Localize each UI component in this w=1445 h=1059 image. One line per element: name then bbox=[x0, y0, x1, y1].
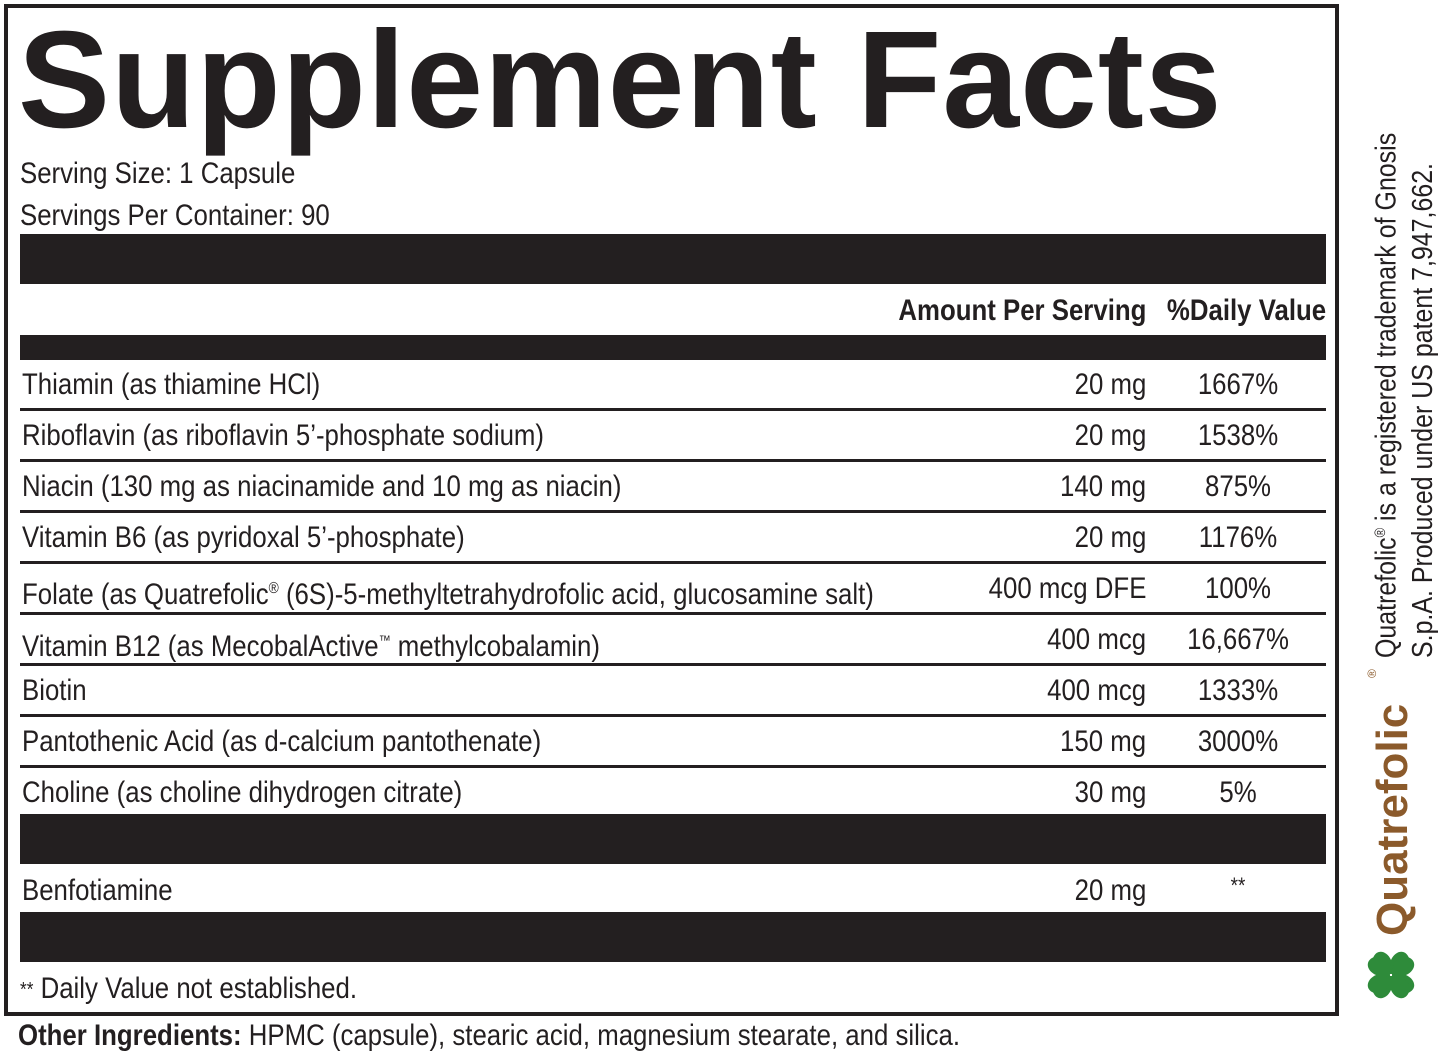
nutrient-daily-value: 875% bbox=[1205, 470, 1271, 503]
other-nutrient-row bbox=[20, 866, 1326, 917]
servings-per-container: Servings Per Container: 90 bbox=[20, 199, 330, 232]
nutrient-name: Choline (as choline dihydrogen citrate) bbox=[22, 776, 463, 809]
trademark-notice-part: Quatrefolic bbox=[1370, 537, 1403, 658]
nutrient-name-part: methylcobalamin) bbox=[390, 630, 600, 663]
nutrient-name: Benfotiamine bbox=[22, 874, 173, 907]
nutrient-row bbox=[20, 462, 1326, 513]
nutrient-amount: 400 mcg bbox=[1047, 623, 1146, 656]
nutrient-amount: 20 mg bbox=[1074, 874, 1146, 907]
nutrient-daily-value: 1667% bbox=[1197, 368, 1279, 401]
trademark-notice-line-1 bbox=[1363, 133, 1405, 658]
nutrient-amount: 20 mg bbox=[1074, 419, 1146, 452]
nutrient-daily-value: ** bbox=[1230, 873, 1246, 898]
footnote-marker: ** bbox=[20, 979, 34, 1002]
thick-divider-middle bbox=[20, 814, 1326, 864]
other-ingredients bbox=[18, 1016, 960, 1056]
thick-divider-bottom bbox=[20, 912, 1326, 962]
nutrient-daily-value: 1333% bbox=[1197, 674, 1279, 707]
header-daily-value: %Daily Value bbox=[1166, 294, 1326, 327]
nutrient-name-part: (6S)-5-methyltetrahydrofolic acid, glucosamine salt) bbox=[278, 578, 874, 611]
trademark-mark: ™ bbox=[378, 632, 391, 648]
trademark-registered-mark: ® bbox=[1372, 527, 1389, 538]
nutrient-daily-value: 1176% bbox=[1198, 521, 1278, 554]
nutrient-daily-value: 3000% bbox=[1197, 725, 1279, 758]
nutrient-name: Thiamin (as thiamine HCl) bbox=[22, 368, 321, 401]
nutrient-amount: 20 mg bbox=[1074, 368, 1146, 401]
nutrient-name-part: Folate (as Quatrefolic bbox=[22, 578, 269, 611]
header-divider bbox=[20, 335, 1326, 360]
nutrient-row bbox=[20, 513, 1326, 564]
nutrient-daily-value: 1538% bbox=[1197, 419, 1279, 452]
nutrient-name: Vitamin B6 (as pyridoxal 5’-phosphate) bbox=[22, 521, 465, 554]
nutrient-row bbox=[20, 666, 1326, 717]
quatrefolic-side-panel bbox=[1361, 68, 1445, 1008]
nutrient-name: Pantothenic Acid (as d-calcium pantothenate) bbox=[22, 725, 542, 758]
nutrient-name: Niacin (130 mg as niacinamide and 10 mg as niacin) bbox=[22, 470, 622, 503]
nutrient-row bbox=[20, 564, 1326, 615]
other-ingredients-text: HPMC (capsule), stearic acid, magnesium stearate, and silica. bbox=[248, 1019, 961, 1052]
nutrient-name: Biotin bbox=[22, 674, 87, 707]
nutrient-daily-value: 16,667% bbox=[1187, 623, 1289, 656]
nutrient-row bbox=[20, 717, 1326, 768]
nutrient-name: Riboflavin (as riboflavin 5’-phosphate sodium) bbox=[22, 419, 545, 452]
nutrient-amount: 400 mcg DFE bbox=[988, 572, 1146, 605]
supplement-facts-panel bbox=[4, 4, 1339, 1016]
other-ingredients-label: Other Ingredients: bbox=[18, 1019, 242, 1052]
footnote bbox=[20, 969, 357, 1010]
quatrefolic-logo-text: Quatrefolic bbox=[1368, 703, 1417, 936]
thick-divider-top bbox=[20, 234, 1326, 284]
nutrient-amount: 20 mg bbox=[1074, 521, 1146, 554]
nutrient-amount: 140 mg bbox=[1059, 470, 1146, 503]
nutrient-row bbox=[20, 768, 1326, 819]
panel-title: Supplement Facts bbox=[18, 3, 1223, 157]
trademark-notice-part: is a registered trademark of Gnosis bbox=[1370, 132, 1403, 528]
logo-registered-mark: ® bbox=[1365, 669, 1379, 678]
registered-mark: ® bbox=[268, 580, 279, 597]
nutrient-amount: 30 mg bbox=[1074, 776, 1146, 809]
nutrient-daily-value: 100% bbox=[1205, 572, 1271, 605]
serving-size: Serving Size: 1 Capsule bbox=[20, 157, 296, 190]
four-leaf-clover-icon bbox=[1356, 940, 1426, 1010]
footnote-text: Daily Value not established. bbox=[40, 972, 358, 1005]
header-amount-per-serving: Amount Per Serving bbox=[897, 294, 1146, 327]
nutrient-row bbox=[20, 411, 1326, 462]
nutrient-row bbox=[20, 360, 1326, 411]
nutrient-row bbox=[20, 615, 1326, 666]
nutrient-amount: 150 mg bbox=[1059, 725, 1146, 758]
trademark-notice-line-2: S.p.A. Produced under US patent 7,947,662. bbox=[1407, 163, 1439, 658]
nutrient-amount: 400 mcg bbox=[1047, 674, 1146, 707]
nutrient-daily-value: 5% bbox=[1219, 776, 1257, 809]
nutrient-name-part: Vitamin B12 (as MecobalActive bbox=[22, 630, 379, 663]
column-header-row bbox=[20, 291, 1326, 331]
